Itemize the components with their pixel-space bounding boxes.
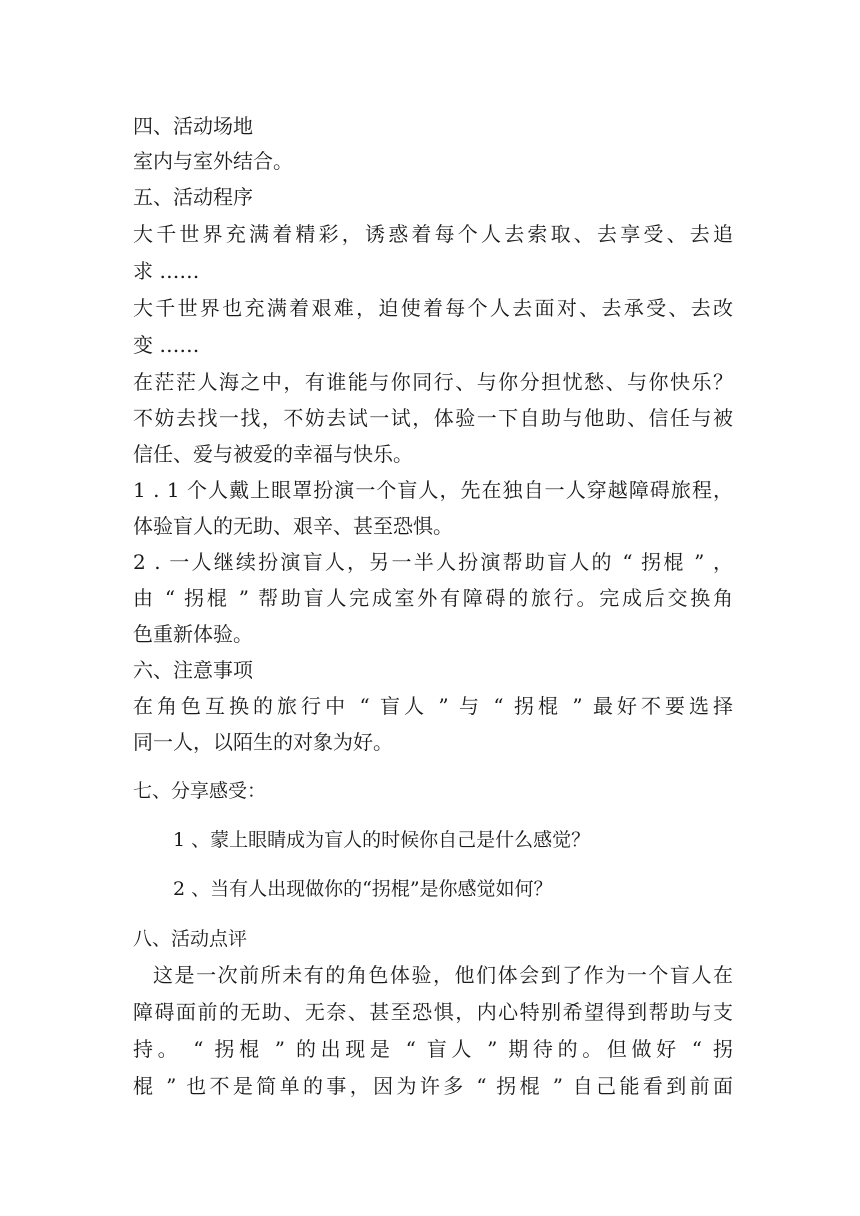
step-2-line-2: 由 “ 拐棍 ” 帮助盲人完成室外有障碍的旅行。完成后交换角 bbox=[133, 586, 733, 610]
comment-line-1: 这是一次前所未有的角色体验，他们体会到了作为一个盲人在 bbox=[153, 963, 733, 987]
section-6-line-2: 同一人，以陌生的对象为好。 bbox=[133, 730, 393, 754]
comment-line-2: 障碍面前的无助、无奈、甚至恐惧，内心特别希望得到帮助与支 bbox=[133, 1000, 733, 1024]
step-1-line-2: 体验盲人的无助、艰辛、甚至恐惧。 bbox=[133, 514, 453, 538]
section-7-heading: 七、分享感受： bbox=[133, 780, 267, 802]
step-1-line-1: 1 . 1 个人戴上眼罩扮演一个盲人，先在独自一人穿越障碍旅程， bbox=[133, 478, 733, 502]
section-6-heading: 六、注意事项 bbox=[133, 658, 253, 682]
comment-line-4: 棍 ” 也不是简单的事，因为许多 “ 拐棍 ” 自己能看到前面 bbox=[133, 1074, 733, 1098]
paragraph-2-line-2: 变 …… bbox=[133, 333, 200, 357]
step-2-line-3: 色重新体验。 bbox=[133, 622, 253, 646]
paragraph-1-line-1: 大千世界充满着精彩，诱惑着每个人去索取、去享受、去追 bbox=[133, 222, 733, 246]
section-6-line-1: 在角色互换的旅行中 “ 盲人 ” 与 “ 拐棍 ” 最好不要选择 bbox=[133, 694, 733, 718]
paragraph-1-line-2: 求 …… bbox=[133, 259, 200, 283]
step-2-line-1: 2 . 一人继续扮演盲人，另一半人扮演帮助盲人的 “ 拐棍 ” ， bbox=[133, 550, 733, 574]
paragraph-3-line-3: 信任、爱与被爱的幸福与快乐。 bbox=[133, 442, 413, 466]
comment-line-3: 持。 “ 拐棍 ” 的出现是 “ 盲人 ” 期待的。但做好 “ 拐 bbox=[133, 1037, 733, 1061]
question-1: 1 、蒙上眼睛成为盲人的时候你自己是什么感觉？ bbox=[173, 829, 591, 851]
section-8-heading: 八、活动点评 bbox=[133, 928, 248, 950]
paragraph-3-line-1: 在茫茫人海之中，有谁能与你同行、与你分担忧愁、与你快乐？ bbox=[133, 370, 733, 394]
section-4-heading: 四、活动场地 bbox=[133, 114, 253, 138]
question-2: 2 、当有人出现做你的“拐棍”是你感觉如何？ bbox=[173, 878, 553, 900]
paragraph-3-line-2: 不妨去找一找，不妨去试一试，体验一下自助与他助、信任与被 bbox=[133, 406, 733, 430]
paragraph-2-line-1: 大千世界也充满着艰难，迫使着每个人去面对、去承受、去改 bbox=[133, 296, 733, 320]
section-4-text: 室内与室外结合。 bbox=[133, 149, 293, 173]
section-5-heading: 五、活动程序 bbox=[133, 185, 253, 209]
